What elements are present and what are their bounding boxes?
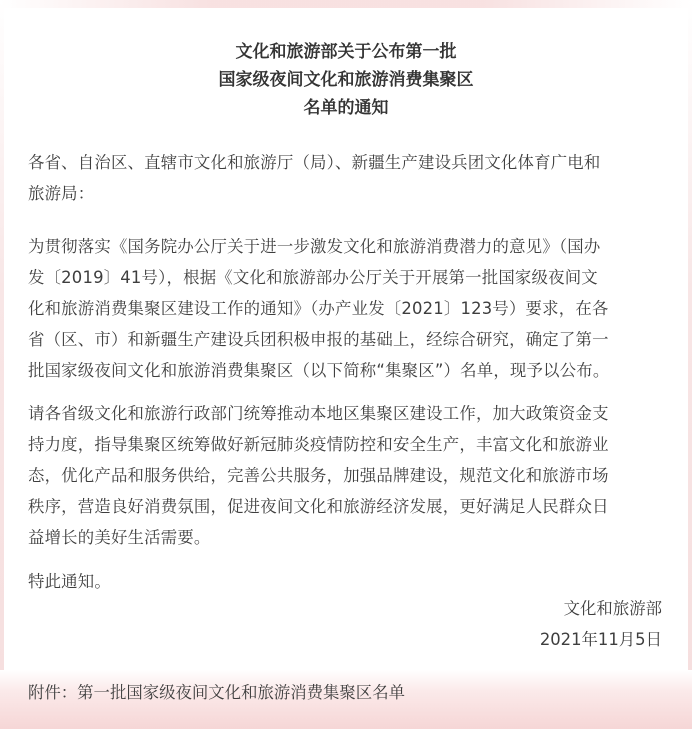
addressee-line-2: 旅游局： (28, 184, 95, 203)
body1-line-5: 批国家级夜间文化和旅游消费集聚区（以下简称“集聚区”）名单，现予以公布。 (28, 361, 610, 380)
top-decorative-bar (0, 0, 692, 8)
body2-line-4: 秩序，营造良好消费氛围，促进夜间文化和旅游经济发展，更好满足人民群众日 (28, 497, 609, 516)
body1-line-2: 发〔2019〕41号），根据《文化和旅游部办公厅关于开展第一批国家级夜间文 (28, 268, 598, 287)
attachment-link[interactable]: 附件：第一批国家级夜间文化和旅游消费集聚区名单 (28, 683, 405, 702)
body-paragraph-2 (28, 398, 668, 553)
title-line-1: 文化和旅游部关于公布第一批 (235, 42, 457, 62)
body1-line-4: 省（区、市）和新疆生产建设兵团积极申报的基础上，经综合研究，确定了第一 (28, 330, 609, 349)
body2-line-2: 持力度，指导集聚区统筹做好新冠肺炎疫情防控和安全生产，丰富文化和旅游业 (28, 435, 609, 454)
body1-line-1: 为贯彻落实《国务院办公厅关于进一步激发文化和旅游消费潜力的意见》（国办 (28, 237, 601, 256)
addressee-line-1: 各省、自治区、直辖市文化和旅游厅（局）、新疆生产建设兵团文化体育广电和 (28, 153, 601, 172)
body1-line-3: 化和旅游消费集聚区建设工作的通知》（办产业发〔2021〕123号）要求，在各 (28, 299, 609, 318)
document-title (0, 38, 692, 122)
body-paragraph-1 (28, 231, 668, 386)
title-line-2: 国家级夜间文化和旅游消费集聚区 (218, 70, 474, 90)
addressee-paragraph (28, 147, 668, 209)
signature-date: 2021年11月5日 (539, 630, 662, 649)
body2-line-3: 态，优化产品和服务供给，完善公共服务，加强品牌建设，规范文化和旅游市场 (28, 466, 609, 485)
body2-line-1: 请各省级文化和旅游行政部门统筹推动本地区集聚区建设工作，加大政策资金支 (28, 404, 609, 423)
signature-organization: 文化和旅游部 (563, 599, 662, 618)
closing-text: 特此通知。 (28, 572, 111, 591)
body2-line-5: 益增长的美好生活需要。 (28, 528, 211, 547)
title-line-3: 名单的通知 (303, 98, 389, 118)
